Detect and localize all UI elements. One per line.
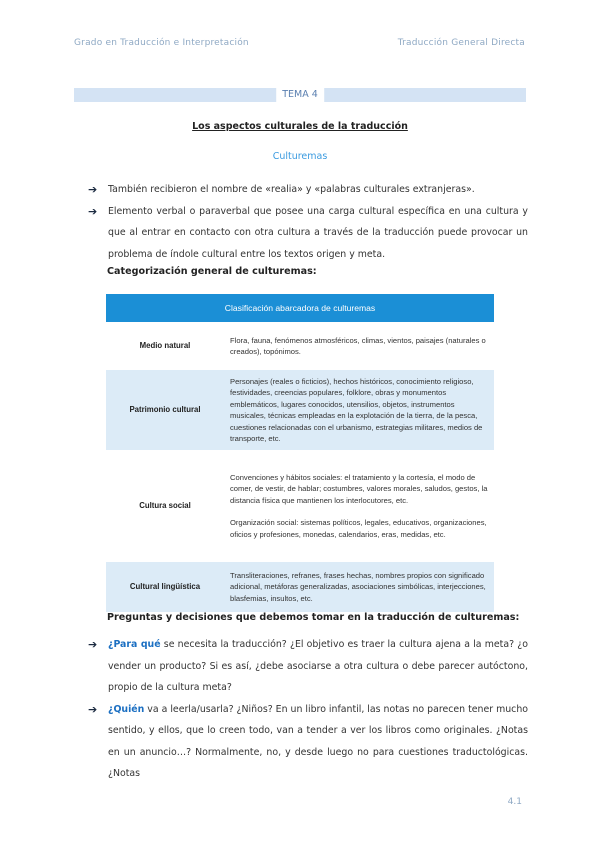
- list-item: [88, 634, 528, 699]
- table-row: [106, 562, 494, 612]
- table-row-text: Transliteraciones, refranes, frases hechas, nombres propios con significado adicional, metáforas generalizadas, asociaciones simbólicas, interjecciones, blasfemias, insultos, etc.: [224, 562, 494, 612]
- page-number: 4.1: [507, 797, 522, 807]
- list-item: [88, 179, 528, 201]
- table-header: Clasificación abarcadora de culturemas: [106, 294, 494, 322]
- list-item: [88, 201, 528, 266]
- section-heading-questions: Preguntas y decisiones que debemos tomar en la traducción de culturemas:: [107, 612, 520, 623]
- arrow-right-icon: ➔: [88, 183, 98, 196]
- table-row-text: Flora, fauna, fenómenos atmosféricos, climas, vientos, paisajes (naturales o creados), topónimos.: [230, 335, 486, 356]
- table-row-category: Cultural lingüística: [106, 562, 224, 612]
- table-row-text: Personajes (reales o ficticios), hechos históricos, conocimiento religioso, festividades, creencias populares, folklore, obras y monumentos emblemáticos, lugares conocidos, utensilios, objetos, instrumentos musicales, técnicas empleadas en la explotación de la tierra, de la pesca, cuestiones relacionadas con el urbanismo, estrategias militares, medios de transporte, etc.: [224, 370, 494, 450]
- culturemes-table: [106, 294, 494, 612]
- arrow-right-icon: ➔: [88, 702, 98, 716]
- question-highlight: ¿Quién: [108, 703, 145, 715]
- table-row-category: Cultura social: [139, 501, 191, 511]
- question-text: se necesita la traducción? ¿El objetivo es traer la cultura ajena a la meta? ¿o vender un producto? Si es así, ¿debe asociarse a otra cultura o debe parecer autóctono, propio de la cultura meta?: [108, 639, 528, 693]
- bullet-text: Elemento verbal o paraverbal que posee una carga cultural específica en una cultura y que al entrar en contacto con otra cultura a través de la traducción puede provocar un problema de índole cultural entre los textos origen y meta.: [108, 205, 528, 260]
- arrow-right-icon: ➔: [88, 204, 98, 218]
- section-heading-categorization: Categorización general de culturemas:: [107, 266, 317, 277]
- table-row-category: Patrimonio cultural: [106, 370, 224, 450]
- table-row: [106, 322, 494, 370]
- bullet-text: También recibieron el nombre de «realia» y «palabras culturales extranjeras».: [108, 184, 475, 195]
- question-bullets: [88, 634, 528, 785]
- page-title: Los aspectos culturales de la traducción: [192, 121, 408, 132]
- header-right: Traducción General Directa: [397, 38, 525, 48]
- table-row-text: Convenciones y hábitos sociales: el tratamiento y la cortesía, el modo de comer, de vestir, de hablar; costumbres, valores morales, saludos, gestos, la distancia física que mantienen los interlocutores, etc. Organización social: sistemas políticos, legales, educativos, organizaciones, oficios y profesiones, monedas, calendarios, eras, medidas, etc.: [230, 472, 488, 539]
- tema-bar: [74, 88, 526, 102]
- table-row: [106, 370, 494, 450]
- tema-label: TEMA 4: [276, 88, 324, 102]
- question-highlight: ¿Para qué: [108, 639, 161, 650]
- page-subtitle: Culturemas: [272, 151, 328, 162]
- arrow-right-icon: ➔: [88, 638, 98, 651]
- table-row-category: Medio natural: [139, 341, 191, 351]
- intro-bullets: [88, 179, 528, 265]
- question-text: va a leerla/usarla? ¿Niños? En un libro infantil, las notas no parecen tener mucho sentido, y ellos, que lo creen todo, van a tender a ver los libros como originales. ¿Notas en un anuncio…? Normalmente, no, y desde luego no para cuestiones traductológicas. ¿Notas: [108, 703, 528, 779]
- table-row: [106, 450, 494, 562]
- header-left: Grado en Traducción e Interpretación: [74, 38, 249, 48]
- list-item: [88, 699, 528, 785]
